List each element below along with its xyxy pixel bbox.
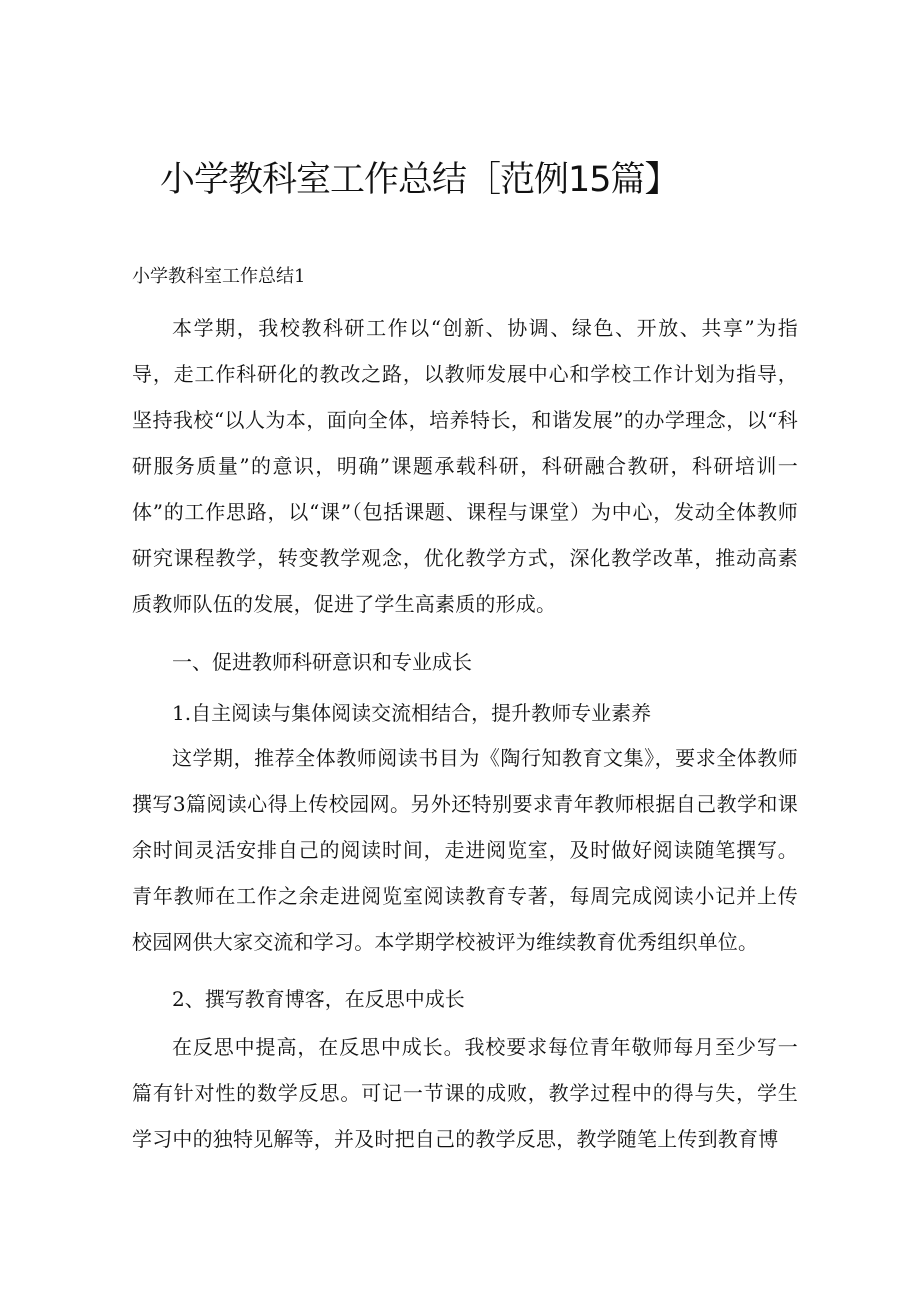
reflection-paragraph: 在反思中提高，在反思中成长。我校要求每位青年敬师每月至少写一篇有针对性的数学反思。可记一节课的成败，教学过程中的得与失，学生学习中的独特见解等，并及时把自己的教学反思，教学随笔上传到教育博: [132, 1035, 798, 1151]
document-title: 小学教科室工作总结［范例15篇】: [160, 160, 679, 200]
section-label: 小学教科室工作总结1: [132, 266, 306, 287]
heading-item-one: 1.自主阅读与集体阅读交流相结合，提升教师专业素养: [172, 701, 652, 725]
intro-paragraph: 本学期，我校教科研工作以“创新、协调、绿色、开放、共享”为指导，走工作科研化的教改之路，以教师发展中心和学校工作计划为指导，坚持我校“以人为本，面向全体，培养特长，和谐发展”的办学理念，以“科研服务质量”的意识，明确”课题承载科研，科研融合教研，科研培训一体”的工作思路，以“课”（包括课题、课程与课堂）为中心，发动全体教师研究课程教学，转变教学观念，优化教学方式，深化教学改革，推动高素质教师队伍的发展，促进了学生高素质的形成。: [132, 316, 798, 616]
heading-item-two: 2、撰写教育博客，在反思中成长: [172, 987, 465, 1011]
heading-part-one: 一、促进教师科研意识和专业成长: [172, 650, 472, 674]
reading-paragraph: 这学期，推荐全体教师阅读书目为《陶行知教育文集》，要求全体教师撰写3篇阅读心得上传校园网。另外还特别要求青年教师根据自己教学和课余时间灵活安排自己的阅读时间，走进阅览室，及时做好阅读随笔撰写。青年教师在工作之余走进阅览室阅读教育专著，每周完成阅读小记并上传校园网供大家交流和学习。本学期学校被评为维续教育优秀组织单位。: [132, 746, 798, 954]
